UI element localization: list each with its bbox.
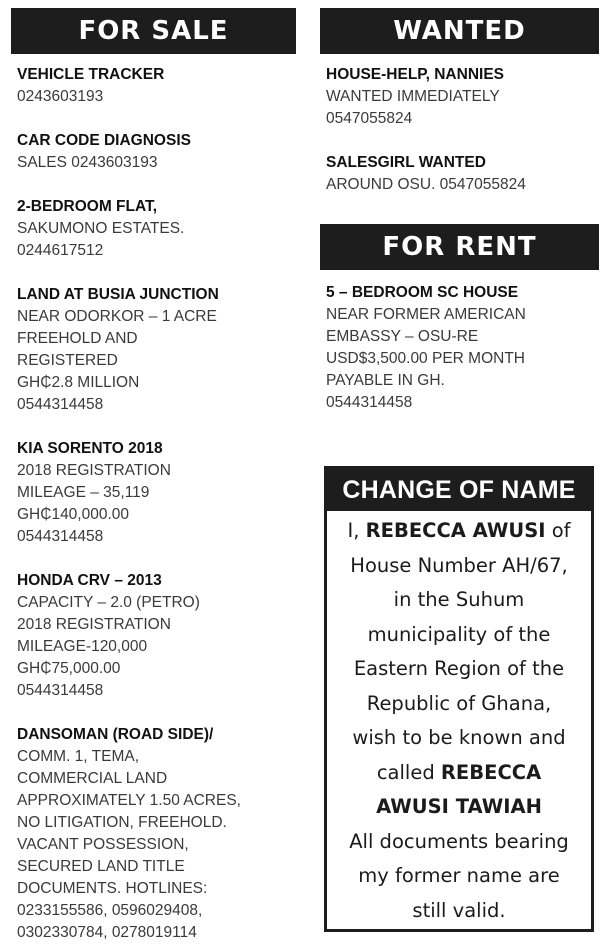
ad-line: DOCUMENTS. HOTLINES: <box>17 880 208 897</box>
ad-line: NEAR ODORKOR – 1 ACRE <box>17 308 217 325</box>
ad-line: 0544314458 <box>326 394 413 411</box>
ad-line: VACANT POSSESSION, <box>17 836 189 853</box>
ad-title: KIA SORENTO 2018 <box>17 440 163 457</box>
old-name: REBECCA AWUSI <box>365 519 546 542</box>
ad-line: GH₵75,000.00 <box>17 660 121 677</box>
ad-line: SALES 0243603193 <box>17 154 158 171</box>
notice-after-old: of <box>545 519 571 542</box>
notice-line: House Number AH/67, <box>350 553 568 577</box>
ad-line: MILEAGE-120,000 <box>17 638 148 655</box>
ad-line: 0243603193 <box>17 88 104 105</box>
classified-ad <box>320 282 599 414</box>
classified-ad <box>11 724 296 944</box>
ad-line: 0544314458 <box>17 396 104 413</box>
ad-line: EMBASSY – OSU-RE <box>326 328 479 345</box>
classified-ad <box>11 64 296 108</box>
ad-title: SALESGIRL WANTED <box>326 154 486 171</box>
notice-line: my former name are <box>358 864 560 887</box>
notice-line: Republic of Ghana, <box>366 691 552 715</box>
ad-line: WANTED IMMEDIATELY <box>326 88 500 105</box>
change-of-name-notice <box>324 466 594 932</box>
ad-line: COMM. 1, TEMA, <box>17 748 140 765</box>
notice-line-called <box>327 756 591 791</box>
ad-line: USD$3,500.00 PER MONTH <box>326 350 525 367</box>
ad-line: APPROXIMATELY 1.50 ACRES, <box>17 792 241 809</box>
classified-ad <box>11 130 296 174</box>
ad-line: 0547055824 <box>326 110 413 127</box>
notice-prefix: I, <box>347 519 366 542</box>
classified-ad <box>320 64 599 130</box>
ad-line: SECURED LAND TITLE <box>17 858 185 875</box>
ad-title: HOUSE-HELP, NANNIES <box>326 66 504 83</box>
change-of-name-heading: CHANGE OF NAME <box>327 469 591 511</box>
ad-line: GH₵140,000.00 <box>17 506 130 523</box>
for-sale-listings <box>11 64 296 944</box>
classified-ad <box>11 284 296 416</box>
change-of-name-body <box>327 511 591 928</box>
ad-line: NO LITIGATION, FREEHOLD. <box>17 814 227 831</box>
ad-line: SAKUMONO ESTATES. <box>17 220 185 237</box>
ad-line: NEAR FORMER AMERICAN <box>326 306 526 323</box>
classified-ad <box>11 438 296 548</box>
for-rent-heading: FOR RENT <box>320 224 599 270</box>
new-name-part1: REBECCA <box>440 760 542 784</box>
notice-line: still valid. <box>412 898 506 922</box>
notice-line: All documents bearing <box>349 829 569 853</box>
ad-title: DANSOMAN (ROAD SIDE)/ <box>17 726 214 743</box>
notice-line-old-name <box>327 514 591 549</box>
ad-line: 2018 REGISTRATION <box>17 616 171 633</box>
for-sale-column <box>11 8 296 944</box>
ad-line: PAYABLE IN GH. <box>326 372 445 389</box>
ad-line: REGISTERED <box>17 352 118 369</box>
notice-line: in the Suhum <box>393 588 525 611</box>
ad-line: 0544314458 <box>17 682 104 699</box>
called-prefix: called <box>376 760 441 784</box>
for-rent-listings <box>320 282 599 414</box>
classified-ad <box>11 196 296 262</box>
notice-line: wish to be known and <box>352 726 566 749</box>
ad-title: CAR CODE DIAGNOSIS <box>17 132 191 149</box>
ad-line: 0244617512 <box>17 242 104 259</box>
ad-line: FREEHOLD AND <box>17 330 138 347</box>
ad-line: GH₵2.8 MILLION <box>17 374 140 391</box>
ad-line: 0233155586, 0596029408, <box>17 902 203 919</box>
ad-line: AROUND OSU. 0547055824 <box>326 176 526 193</box>
notice-line: municipality of the <box>367 622 551 646</box>
for-sale-heading: FOR SALE <box>11 8 296 54</box>
ad-line: COMMERCIAL LAND <box>17 770 168 787</box>
ad-line: CAPACITY – 2.0 (PETRO) <box>17 594 200 611</box>
ad-line: 0544314458 <box>17 528 104 545</box>
ad-line: 0302330784, 0278019114 <box>17 924 197 941</box>
classified-ad <box>320 152 599 196</box>
right-column <box>320 8 599 414</box>
ad-title: HONDA CRV – 2013 <box>17 572 162 589</box>
notice-line: Eastern Region of the <box>353 657 565 680</box>
ad-title: LAND AT BUSIA JUNCTION <box>17 286 219 303</box>
classified-ad <box>11 570 296 702</box>
ad-line: MILEAGE – 35,119 <box>17 484 150 501</box>
ad-title: 2-BEDROOM FLAT, <box>17 198 158 215</box>
new-name-part2: AWUSI TAWIAH <box>376 795 542 818</box>
wanted-listings <box>320 64 599 196</box>
ad-title: 5 – BEDROOM SC HOUSE <box>326 284 519 301</box>
ad-line: 2018 REGISTRATION <box>17 462 171 479</box>
wanted-heading: WANTED <box>320 8 599 54</box>
ad-title: VEHICLE TRACKER <box>17 66 165 83</box>
